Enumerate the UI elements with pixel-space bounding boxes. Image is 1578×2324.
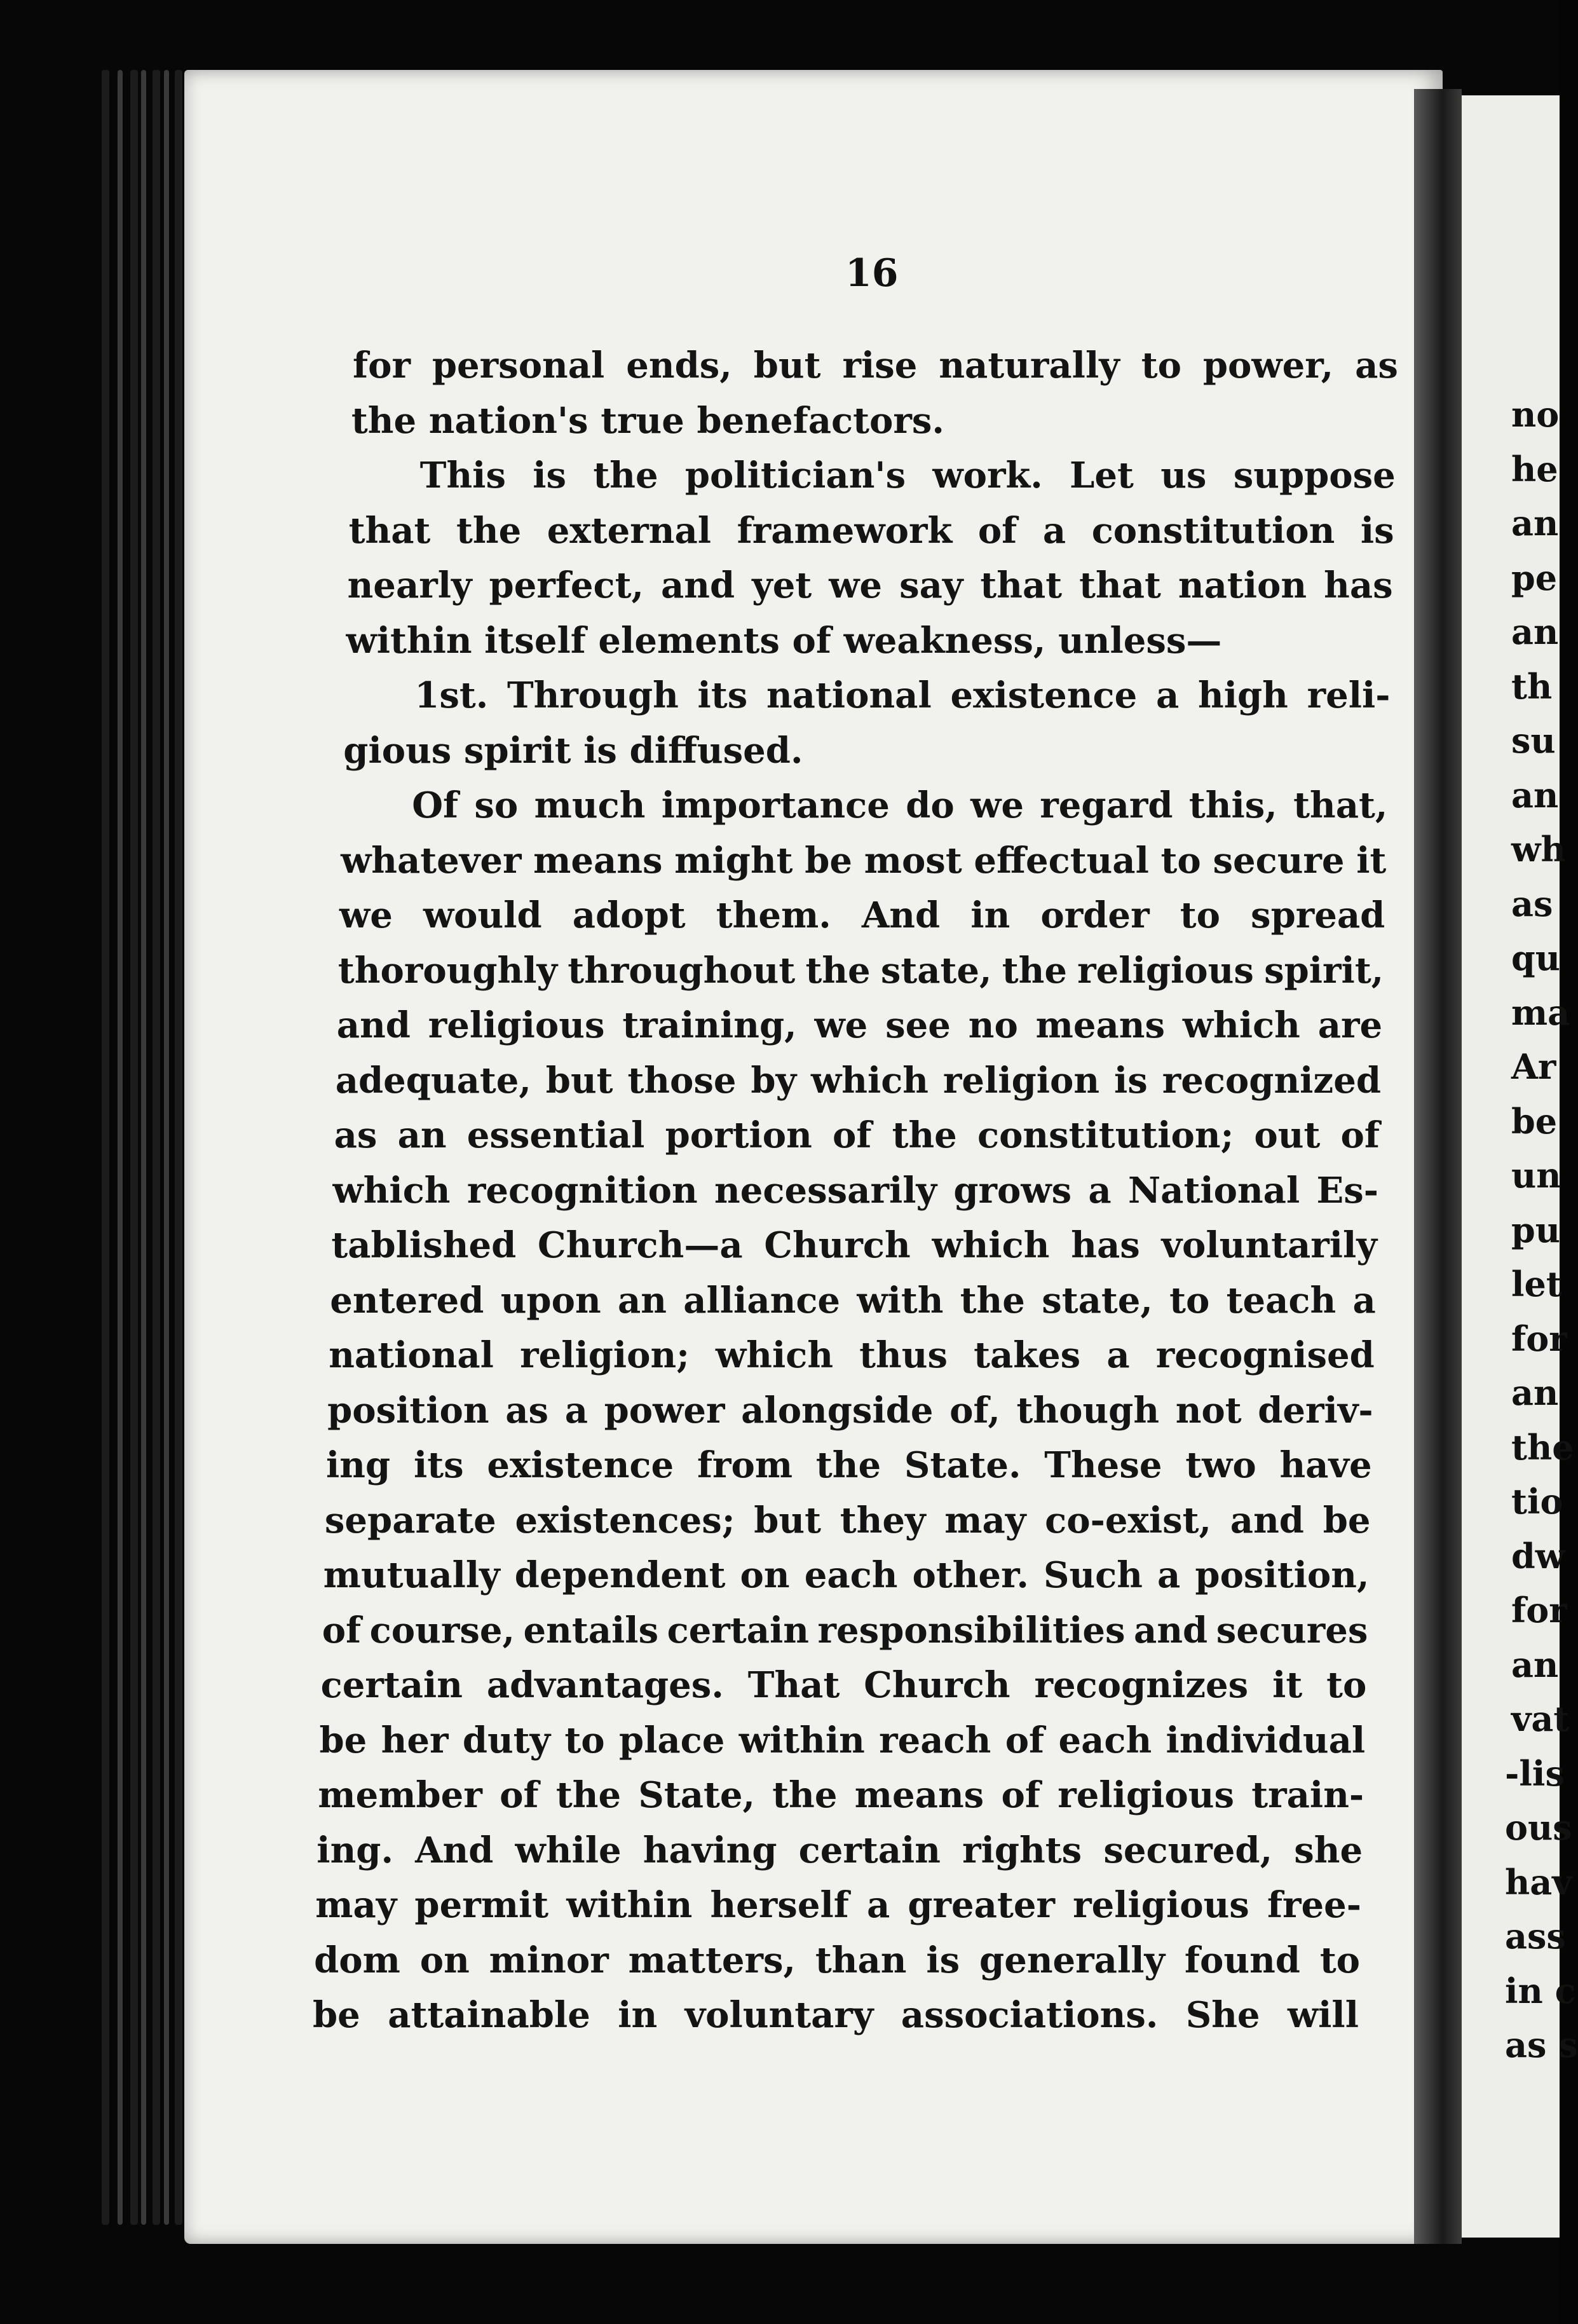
- text-line: ing its existence from the State. These two have: [326, 1444, 1372, 1486]
- adjacent-page-word: ma: [1511, 992, 1570, 1033]
- text-line: This is the politician's work. Let us suppose: [419, 455, 1396, 496]
- adjacent-page-word: dw: [1511, 1535, 1565, 1576]
- adjacent-page-word: Ar: [1511, 1046, 1556, 1087]
- adjacent-page-word: an: [1511, 1372, 1559, 1413]
- adjacent-page-word: for: [1511, 1318, 1567, 1359]
- text-line: 1st. Through its national existence a high reli-: [414, 674, 1391, 716]
- text-line: certain advantages. That Church recognizes it to: [320, 1664, 1367, 1706]
- adjacent-page-word: qu: [1511, 938, 1561, 978]
- text-line: separate existences; but they may co-exist, and be: [324, 1499, 1371, 1541]
- text-line: entered upon an alliance with the state, to teach a: [330, 1279, 1376, 1322]
- adjacent-page-word: hav: [1505, 1861, 1572, 1903]
- text-line: we would adopt them. And in order to spread: [339, 894, 1385, 936]
- text-line: gious spirit is diffused.: [343, 729, 803, 772]
- adjacent-page-fragment: [1462, 95, 1578, 2238]
- adjacent-page-word: an: [1511, 503, 1559, 543]
- text-line: that the external framework of a constitution is: [348, 509, 1394, 552]
- adjacent-page-word: vat: [1511, 1699, 1570, 1739]
- page-edge-line: [130, 70, 138, 2225]
- text-line: and religious training, we see no means which are: [336, 1004, 1383, 1046]
- adjacent-page-word: pu: [1511, 1209, 1561, 1250]
- text-line: of course, entails certain responsibilities and secures: [322, 1609, 1368, 1651]
- page-number: 16: [845, 251, 899, 296]
- text-line: thoroughly throughout the state, the religious spirit,: [337, 949, 1384, 992]
- adjacent-page-word: wh: [1511, 829, 1566, 870]
- text-line: member of the State, the means of religious train-: [318, 1774, 1364, 1816]
- adjacent-page-word: su: [1511, 720, 1556, 761]
- adjacent-page-word: -lis: [1505, 1753, 1565, 1794]
- text-line: be attainable in voluntary associations. She will: [313, 1994, 1359, 2036]
- adjacent-page-word: no: [1511, 394, 1560, 435]
- text-line: ing. And while having certain rights secured, she: [316, 1829, 1363, 1871]
- text-line: position as a power alongside of, though not deriv-: [327, 1389, 1373, 1432]
- text-line: adequate, but those by which religion is recognized: [335, 1059, 1382, 1102]
- adjacent-page-word: in c: [1505, 1970, 1576, 2011]
- page-edge-line: [153, 70, 160, 2225]
- text-line: national religion; which thus takes a recognised: [329, 1334, 1375, 1376]
- adjacent-page-word: pe: [1511, 557, 1558, 598]
- adjacent-page-word: as s: [1505, 2025, 1578, 2065]
- text-line: whatever means might be most effectual to secure it: [341, 839, 1387, 882]
- text-line: be her duty to place within reach of each individual: [319, 1719, 1366, 1761]
- adjacent-page-word: ous: [1505, 1807, 1572, 1848]
- adjacent-page-word: the: [1511, 1426, 1574, 1468]
- adjacent-page-word: ass: [1505, 1916, 1566, 1957]
- text-line: the nation's true benefactors.: [351, 399, 944, 442]
- adjacent-page-word: th: [1511, 666, 1553, 707]
- adjacent-page-word: an: [1511, 612, 1559, 652]
- page-edge-line: [102, 70, 109, 2225]
- adjacent-page-word: an: [1511, 774, 1559, 816]
- text-line: dom on minor matters, than is generally found to: [314, 1939, 1361, 1981]
- page-edge-line: [118, 70, 123, 2225]
- adjacent-page-word: be: [1511, 1100, 1558, 1142]
- text-line: for personal ends, but rise naturally to power, as: [353, 345, 1398, 386]
- adjacent-page-word: tio: [1511, 1481, 1563, 1522]
- adjacent-page-word: as: [1511, 883, 1553, 924]
- text-line: tablished Church—a Church which has voluntarily: [331, 1224, 1377, 1266]
- text-line: may permit within herself a greater religious free-: [315, 1884, 1362, 1926]
- page-edge-line: [141, 70, 146, 2225]
- text-line: as an essential portion of the constitution; out of: [334, 1114, 1380, 1156]
- text-line: within itself elements of weakness, unless—: [346, 619, 1222, 662]
- text-line: which recognition necessarily grows a National Es-: [332, 1169, 1378, 1212]
- adjacent-page-word: an: [1511, 1644, 1559, 1685]
- adjacent-page-word: let: [1511, 1264, 1562, 1304]
- book-gutter: [1414, 89, 1462, 2244]
- text-line: Of so much importance do we regard this, that,: [412, 784, 1388, 826]
- page-edge-line: [164, 70, 169, 2225]
- adjacent-page-word: for: [1511, 1590, 1567, 1630]
- adjacent-page-word: he: [1511, 448, 1558, 489]
- adjacent-page-word: un: [1511, 1155, 1561, 1196]
- text-line: nearly perfect, and yet we say that that nation has: [347, 564, 1393, 606]
- text-line: mutually dependent on each other. Such a position,: [323, 1554, 1370, 1596]
- page-edge-line: [175, 70, 182, 2225]
